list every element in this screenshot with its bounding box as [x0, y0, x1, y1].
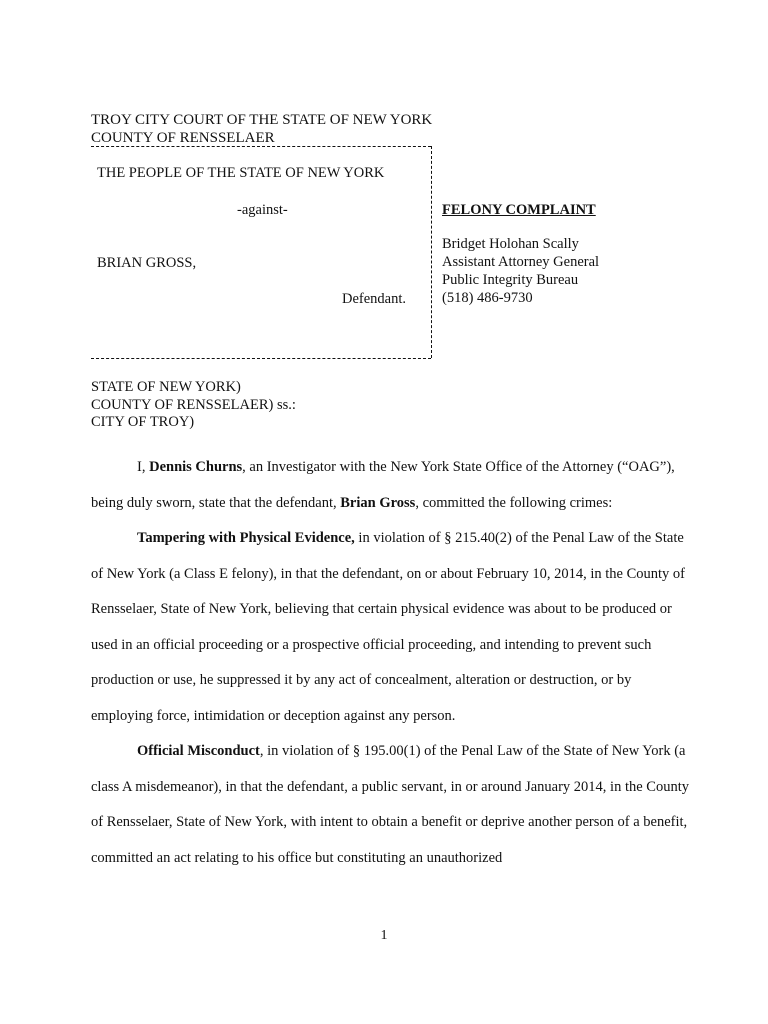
complaint-body	[91, 450, 691, 876]
caption-top-rule	[91, 146, 431, 147]
complaint-info	[442, 201, 599, 307]
court-name: TROY CITY COURT OF THE STATE OF NEW YORK	[91, 112, 433, 128]
charge-paragraph-tampering: Tampering with Physical Evidence, in violation of § 215.40(2) of the Penal Law of the State of New York (a Class E felony), in that the defendant, on or about February 10, 2014, in the County of Rensselaer, State of New York, believing that certain physical evidence was about to be produced or used in an official proceeding or a prospective official proceeding, and intending to prevent such production or use, he suppressed it by any act of concealment, alteration or destruction, or by employing force, intimidation or deception against any person.	[91, 530, 685, 724]
defendant-label: Defendant.	[342, 291, 407, 307]
court-county: COUNTY OF RENSSELAER	[91, 130, 275, 146]
attorney-name: Bridget Holohan Scally	[442, 236, 579, 252]
charge-name-tampering: Tampering with Physical Evidence,	[137, 530, 355, 546]
venue-block	[91, 379, 296, 432]
phone-number: (518) 486-9730	[442, 290, 533, 306]
caption-bottom-rule	[91, 358, 431, 359]
investigator-name: Dennis Churns	[149, 459, 243, 475]
caption-vertical-rule	[431, 146, 432, 358]
defendant-name-bold: Brian Gross	[340, 494, 416, 511]
court-header	[91, 111, 432, 147]
document-title: FELONY COMPLAINT	[442, 202, 596, 218]
plaintiff-name: THE PEOPLE OF THE STATE OF NEW YORK	[97, 165, 385, 181]
intro-paragraph: I, Dennis Churns, an Investigator with the New York State Office of the Attorney (“OAG”), being duly sworn, state that the defendant, Brian Gross, committed the following crimes:	[91, 459, 675, 511]
charge-name-misconduct: Official Misconduct	[137, 743, 260, 759]
attorney-title: Assistant Attorney General	[442, 254, 600, 270]
venue-county: COUNTY OF RENSSELAER) ss.:	[91, 396, 296, 413]
against-label: -against-	[237, 202, 288, 218]
defendant-name: BRIAN GROSS,	[97, 255, 197, 271]
charge-paragraph-misconduct: Official Misconduct, in violation of § 195.00(1) of the Penal Law of the State of New York (a class A misdemeanor), in that the defendant, a public servant, in or around January 2014, in the County of Rensselaer, State of New York, with intent to obtain a benefit or deprive another person of a benefit, committed an act relating to his office but constituting an unauthorized	[91, 743, 689, 866]
bureau-name: Public Integrity Bureau	[442, 272, 579, 288]
page-number: 1	[380, 928, 388, 943]
venue-state: STATE OF NEW YORK)	[91, 379, 241, 395]
venue-city: CITY OF TROY)	[91, 414, 195, 430]
